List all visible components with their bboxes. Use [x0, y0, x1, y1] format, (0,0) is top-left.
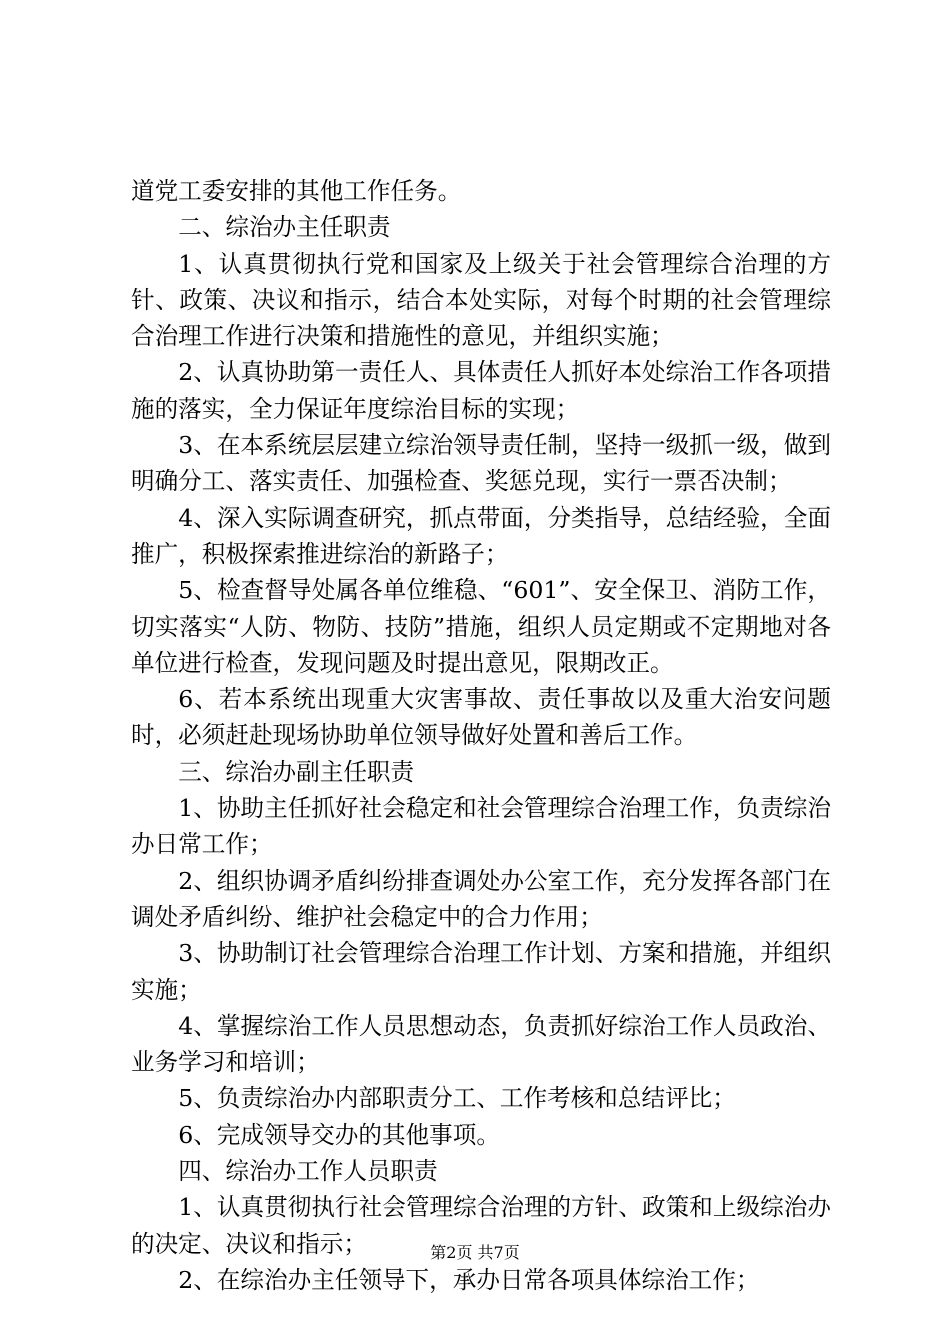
page-footer: [0, 1243, 950, 1263]
paragraph: 4、掌握综治工作人员思想动态，负责抓好综治工作人员政治、业务学习和培训；: [131, 1011, 831, 1077]
page-indicator: 第2页 共7页: [430, 1243, 520, 1262]
paragraph: 2、认真协助第一责任人、具体责任人抓好本处综治工作各项措施的落实，全力保证年度综治目标的实现；: [131, 358, 831, 423]
paragraph: 2、组织协调矛盾纠纷排查调处办公室工作，充分发挥各部门在调处矛盾纠纷、维护社会稳定中的合力作用；: [131, 866, 831, 931]
paragraph: 3、在本系统层层建立综治领导责任制，坚持一级抓一级，做到明确分工、落实责任、加强检查、奖惩兑现，实行一票否决制；: [131, 431, 831, 496]
paragraph-continuation: 道党工委安排的其他工作任务。: [131, 177, 462, 205]
section-heading-director-duties: 二、综治办主任职责: [178, 213, 391, 242]
paragraph: 4、深入实际调查研究，抓点带面，分类指导，总结经验，全面推广，积极探索推进综治的新路子；: [131, 503, 831, 568]
paragraph: 6、完成领导交办的其他事项。: [178, 1120, 500, 1149]
paragraph: 1、协助主任抓好社会稳定和社会管理综合治理工作，负责综治办日常工作；: [131, 794, 831, 859]
section-heading-deputy-director-duties: 三、综治办副主任职责: [178, 757, 415, 786]
paragraph: 5、负责综治办内部职责分工、工作考核和总结评比；: [178, 1084, 736, 1113]
paragraph: 1、认真贯彻执行社会管理综合治理的方针、政策和上级综治办的决定、决议和指示；: [131, 1193, 831, 1258]
section-heading-staff-duties: 四、综治办工作人员职责: [178, 1157, 438, 1186]
paragraph: 2、在综治办主任领导下，承办日常各项具体综治工作；: [178, 1265, 760, 1294]
paragraph: 6、若本系统出现重大灾害事故、责任事故以及重大治安问题时，必须赶赴现场协助单位领导做好处置和善后工作。: [131, 685, 831, 750]
document-body: [131, 173, 831, 1298]
paragraph: 3、协助制订社会管理综合治理工作计划、方案和措施，并组织实施；: [131, 939, 831, 1004]
paragraph: 1、认真贯彻执行党和国家及上级关于社会管理综合治理的方针、政策、决议和指示，结合本处实际，对每个时期的社会管理综合治理工作进行决策和措施性的意见，并组织实施；: [131, 249, 831, 351]
paragraph: 5、检查督导处属各单位维稳、“601”、安全保卫、消防工作，切实落实“人防、物防、技防”措施，组织人员定期或不定期地对各单位进行检查，发现问题及时提出意见，限期改正。: [131, 576, 831, 677]
